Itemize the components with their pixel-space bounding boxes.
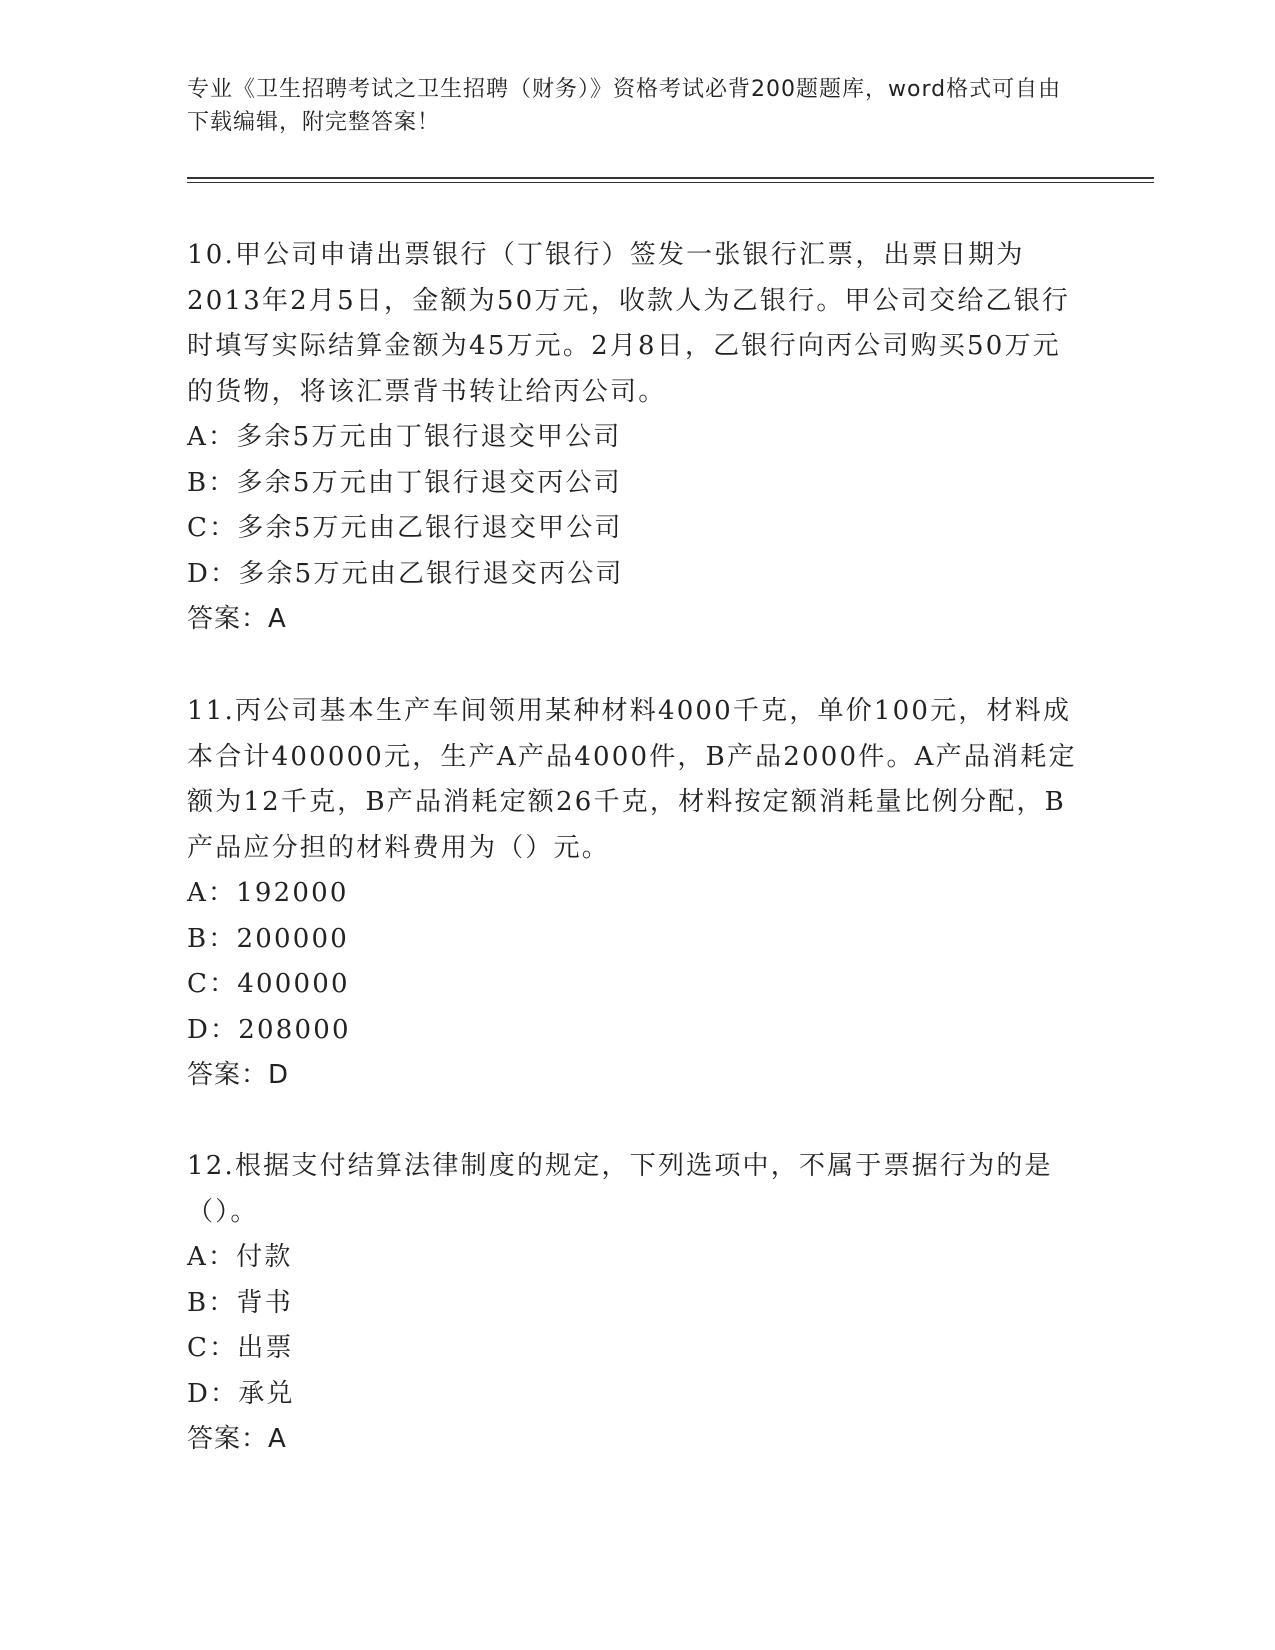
option-c: C：出票 bbox=[187, 1333, 294, 1363]
document-header: 专业《卫生招聘考试之卫生招聘（财务）》资格考试必背200题题库，word格式可自由下载编辑，附完整答案！ bbox=[187, 77, 1062, 135]
answer: 答案：D bbox=[187, 1060, 290, 1090]
option-d: D：承兑 bbox=[187, 1378, 295, 1409]
option-d: D：多余5万元由乙银行退交丙公司 bbox=[187, 558, 624, 589]
option-b: B：多余5万元由丁银行退交丙公司 bbox=[187, 467, 622, 498]
question-12 bbox=[187, 1144, 1087, 1463]
question-stem: 12.根据支付结算法律制度的规定，下列选项中，不属于票据行为的是（）。 bbox=[187, 1151, 1053, 1227]
answer: 答案：A bbox=[187, 1424, 287, 1454]
question-stem: 11.丙公司基本生产车间领用某种材料4000千克，单价100元，材料成本合计400000元，生产A产品4000件，B产品2000件。A产品消耗定额为12千克，B产品消耗定额26千克，材料按定额消耗量比例分配，B产品应分担的材料费用为（）元。 bbox=[187, 696, 1077, 863]
option-c: C：400000 bbox=[187, 969, 350, 999]
option-b: B：200000 bbox=[187, 923, 349, 954]
option-c: C：多余5万元由乙银行退交甲公司 bbox=[187, 513, 623, 543]
option-a: A：192000 bbox=[187, 878, 349, 908]
question-11 bbox=[187, 689, 1087, 1099]
option-d: D：208000 bbox=[187, 1014, 351, 1045]
answer: 答案：A bbox=[187, 604, 287, 634]
option-a: A：付款 bbox=[187, 1242, 293, 1272]
question-stem: 10.甲公司申请出票银行（丁银行）签发一张银行汇票，出票日期为2013年2月5日，金额为50万元，收款人为乙银行。甲公司交给乙银行时填写实际结算金额为45万元。2月8日，乙银行向丙公司购买50万元的货物，将该汇票背书转让给丙公司。 bbox=[187, 240, 1071, 407]
option-a: A：多余5万元由丁银行退交甲公司 bbox=[187, 422, 622, 452]
header-divider bbox=[187, 177, 1154, 183]
option-b: B：背书 bbox=[187, 1287, 293, 1318]
question-10 bbox=[187, 233, 1087, 643]
